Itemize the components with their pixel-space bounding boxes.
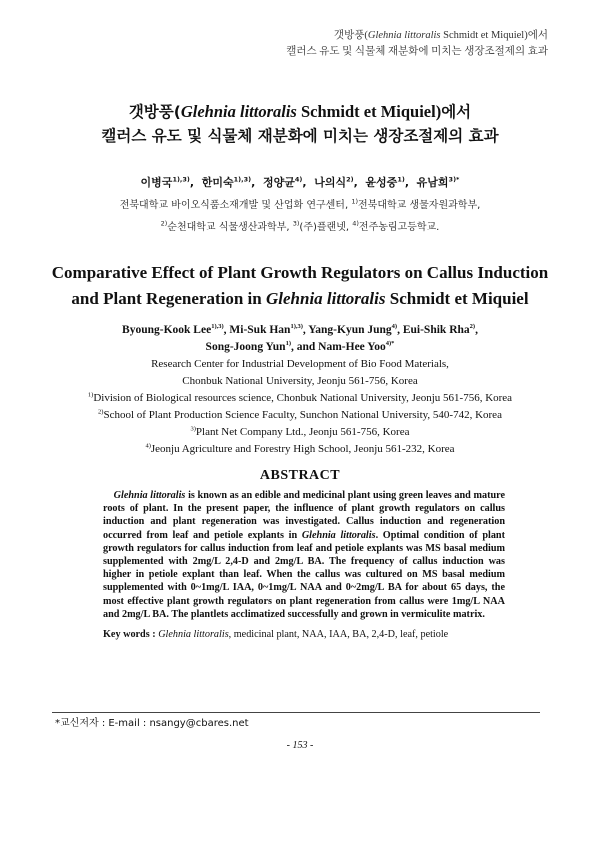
korean-title-line2: 캘러스 유도 및 식물체 재분화에 미치는 생장조절제의 효과 [101, 127, 499, 145]
english-author: Yang-Kyun Jung$^{4)}$, [308, 323, 403, 336]
korean-author: 유남희$^{3)*}$ [416, 175, 460, 189]
english-author: Song-Joong Yun$^{1)}$, and [205, 340, 319, 353]
english-affiliation-4: $^{2)}$School of Plant Production Science Faculty, Sunchon National University, 540-742, Korea [98, 408, 502, 421]
english-authors-line2 [0, 339, 600, 356]
english-author: Byoung-Kook Lee$^{1),3)}$, [122, 323, 230, 336]
english-affiliation-5: $^{3)}$Plant Net Company Ltd., Jeonju 561-756, Korea [190, 425, 410, 438]
korean-author: 나의식$^{2)}$ [314, 175, 354, 189]
korean-author: 한미숙$^{1),3)}$ [201, 175, 252, 189]
running-head-line2: 캘러스 유도 및 식물체 재분화에 미치는 생장조절제의 효과 [286, 46, 548, 57]
abstract-body: Glehnia littoralis is known as an edible and medicinal plant using green leaves and mature roots of plant. In the present paper, the influence of plant growth regulators on callus induction and plant regeneration was investigated. Callus induction and regeneration occurred from leaf and petiole explants in Glehnia littoralis. Optimal condition of plant growth regulators for callus induction from leaf and petiole explants was MS basal medium supplemented with 2mg/L 2,4-D and 2mg/L BA. The frequency of callus induction was higher in petiole explant than leaf. When the callus was cultured on MS basal medium supplemented with 0~1mg/L IAA, 0~1mg/L NAA and 0~2mg/L BA for about 65 days, the most effective plant growth regulators on plant regeneration from callus were 1mg/L NAA and 2mg/L BA. The plantlets acclimatized successfully and grown in vermiculite matrix. [103, 490, 505, 620]
english-affiliation-2: Chonbuk National University, Jeonju 561-756, Korea [182, 375, 418, 387]
english-title-line2: and Plant Regeneration in Glehnia littoralis Schmidt et Miquiel [71, 289, 529, 308]
english-author: Nam-Hee Yoo$^{4)*}$ [318, 340, 395, 353]
keywords: Key words : Glehnia littoralis, medicinal plant, NAA, IAA, BA, 2,4-D, leaf, petiole [103, 629, 449, 640]
page-number: - 153 - [286, 740, 314, 751]
korean-author: 정양균$^{4)}$ [262, 175, 303, 189]
english-authors-line1 [0, 322, 600, 339]
running-head-line1: 갯방풍(Glehnia littoralis Schmidt et Miquiel)에서 [333, 30, 548, 41]
korean-affiliation-line2: $^{2)}$순천대학교 식물생산과학부, $^{3)}$(주)플랜넷, $^{4)}$전주농림고등학교. [160, 219, 440, 233]
korean-affiliation-line1: 전북대학교 바이오식품소재개발 및 산업화 연구센터, $^{1)}$전북대학교 생물자원과학부, [119, 197, 481, 211]
english-affiliation-6: $^{4)}$Jeonju Agriculture and Forestry High School, Jeonju 561-232, Korea [145, 442, 455, 455]
footnote-corresponding-author: *교신저자 : E-mail : nsangy@cbares.net [55, 718, 249, 729]
english-affiliation-1: Research Center for Industrial Development of Bio Food Materials, [151, 358, 449, 370]
korean-authors: 이병국$^{1),3)}$, 한미숙$^{1),3)}$, 정양균$^{4)}$, 나의식$^{2)}$, 윤성중$^{1)}$, 유남희$^{3)*}$ [140, 175, 460, 189]
footnote-rule [52, 712, 540, 713]
english-affiliation-3: $^{1)}$Division of Biological resources science, Chonbuk National University, Jeonju 561-756, Korea [87, 391, 513, 404]
korean-title-line1: 갯방풍(Glehnia littoralis Schmidt et Miquiel)에서 [128, 102, 472, 121]
abstract-heading: ABSTRACT [259, 468, 341, 483]
english-author: Mi-Suk Han$^{1),3)}$, [229, 323, 309, 336]
korean-author: 이병국$^{1),3)}$ [140, 175, 190, 189]
english-title-line1: Comparative Effect of Plant Growth Regulators on Callus Induction [51, 263, 549, 282]
english-author: Eui-Shik Rha$^{2)}$, [402, 323, 478, 336]
korean-author: 윤성중$^{1)}$ [365, 175, 405, 189]
